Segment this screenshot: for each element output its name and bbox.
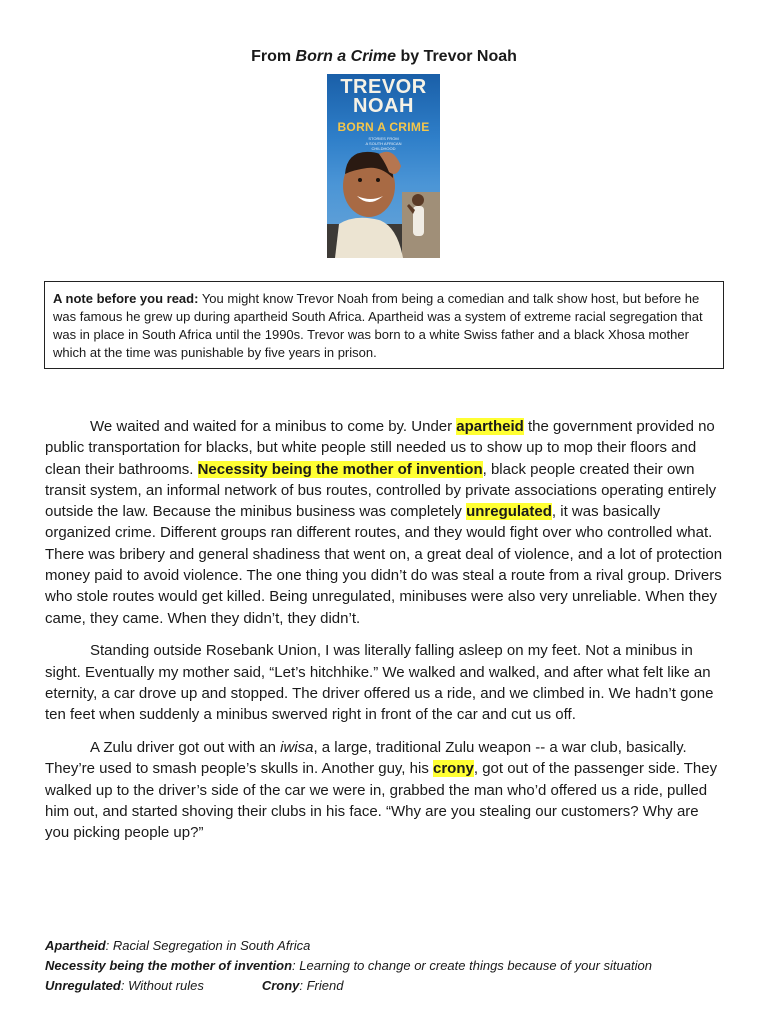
glossary-item: Unregulated: Without rules Crony: Friend <box>45 978 344 993</box>
book-title: Born a Crime <box>295 48 396 65</box>
highlight-apartheid: apartheid <box>456 418 524 435</box>
glossary-item: Necessity being the mother of invention: Learning to change or create things because of your situation <box>45 958 652 973</box>
book-cover-image <box>327 74 440 258</box>
note-text: You might know Trevor Noah from being a comedian and talk show host, but before he was famous he grew up during apartheid South Africa. Apartheid was a system of extreme racial segregation that was in place in South Africa until the 1990s. Trevor was born to a white Swiss father and a black Xhosa mother which at the time was punishable by five years in prison. <box>53 291 703 360</box>
glossary <box>45 936 735 996</box>
highlight-necessity: Necessity being the mother of invention <box>197 460 483 478</box>
term-iwisa: iwisa <box>280 739 314 757</box>
note-label: A note before you read: <box>53 291 199 306</box>
page-title: From Born a Crime by Trevor Noah <box>251 48 517 65</box>
story-paragraph-3: A Zulu driver got out with an iwisa, a large, traditional Zulu weapon -- a war club, basically. They’re used to smash people’s skulls in. Another guy, his crony, got out of the passenger side. They walked up to the driver’s side of the car we were in, grabbed the man who’d offered us a ride, pulled him out, and started shoving their clubs in his face. “Why are you stealing our customers? Why are you picking people up?” <box>45 739 718 842</box>
cover-author: TREVOR NOAH <box>340 76 427 117</box>
story-paragraph-1: We waited and waited for a minibus to come by. Under apartheid the government provided no public transportation for blacks, but white people still needed us to show up to mop their floors and clean their bathrooms. Necessity being the mother of invention, black people created their own transit system, an informal network of bus routes, controlled by private associations operating entirely outside the law. Because the minibus business was completely unregulated, it was basically organized crime. Different groups ran different routes, and they would fight over who controlled what. There was bribery and general shadiness that went on, a great deal of violence, and a lot of protection money paid to avoid violence. The one thing you didn’t do was steal a route from a rival group. Drivers who stole routes would get killed. Being unregulated, minibuses were also very unreliable. When they came, they came. When they didn’t, they didn’t. <box>45 418 723 627</box>
highlight-unregulated: unregulated <box>466 503 552 521</box>
highlight-crony: crony <box>433 760 474 778</box>
story-paragraph-2: Standing outside Rosebank Union, I was literally falling asleep on my feet. Not a minibus in sight. Eventually my mother said, “Let’s hitchhike.” We walked and walked, and after what felt like an eternity, a car drove up and stopped. The driver offered us a ride, and we climbed in. We hadn’t gone ten feet when suddenly a minibus swerved right in front of the car and cut us off. <box>45 642 714 724</box>
note-box <box>44 281 724 369</box>
glossary-item: Apartheid: Racial Segregation in South Africa <box>45 938 311 953</box>
story-text <box>45 416 723 855</box>
cover-subtitle: STORIES FROM A SOUTH AFRICAN CHILDHOOD <box>365 136 402 151</box>
cover-title: BORN A CRIME <box>337 120 430 134</box>
